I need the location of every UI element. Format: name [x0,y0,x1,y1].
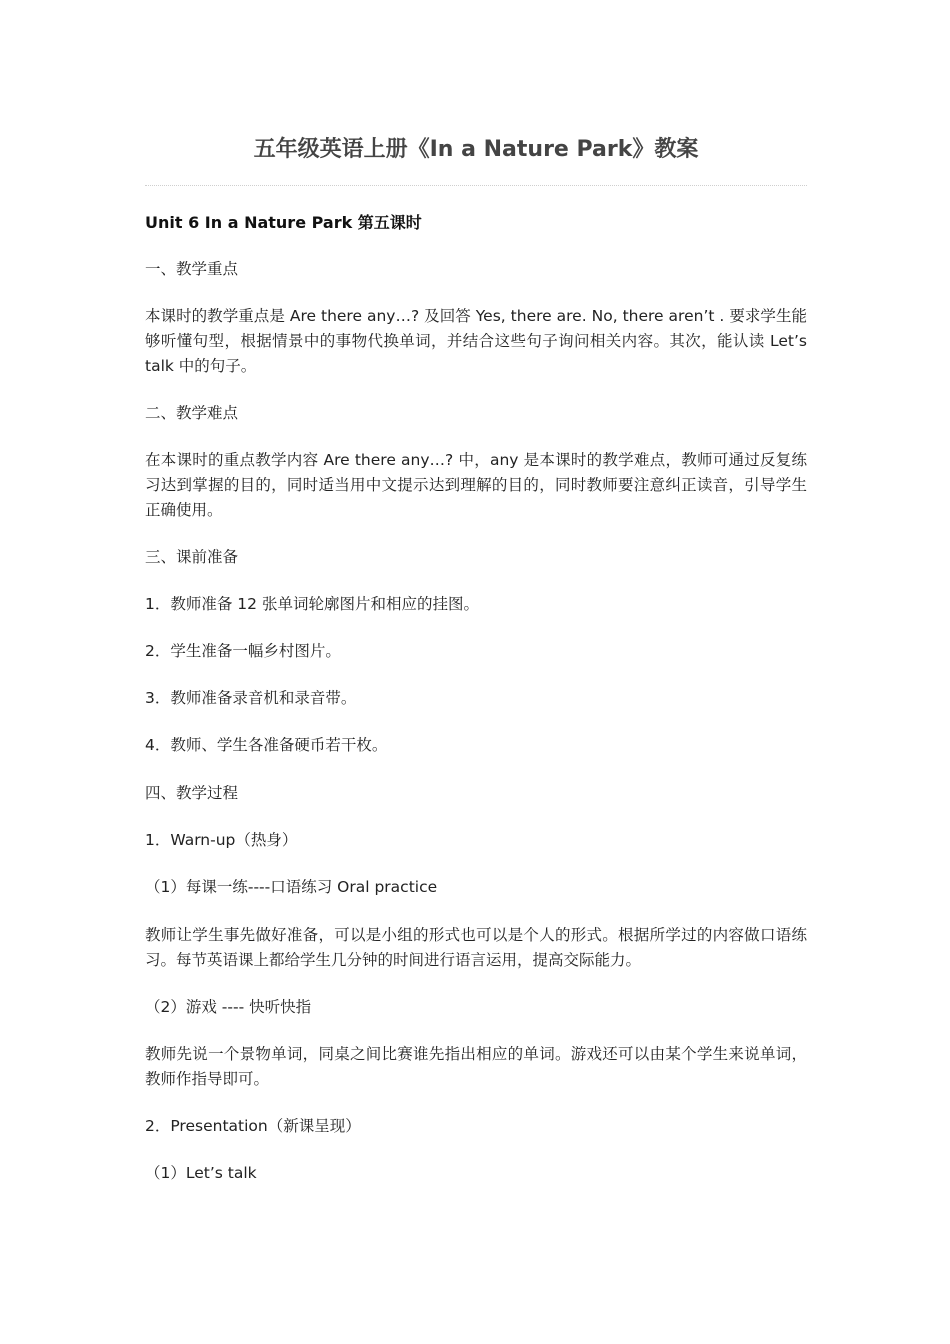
list-item: （1）Let’s talk [145,1164,257,1182]
title-divider [145,185,807,186]
list-item: 1．Warn-up（热身） [145,831,298,849]
list-item: 4．教师、学生各准备硬币若干枚。 [145,736,388,754]
list-item: 1．教师准备 12 张单词轮廓图片和相应的挂图。 [145,595,479,613]
list-item: 3．教师准备录音机和录音带。 [145,689,357,707]
paragraph: 本课时的教学重点是 Are there any…? 及回答 Yes, there are. No, there aren’t . 要求学生能够听懂句型，根据情景中的事物代换单词，并结合这些句子询问相关内容。其次，能认读 Let’s talk 中的句子。 [145,307,807,375]
list-item: （1）每课一练----口语练习 Oral practice [145,878,438,896]
lesson-subtitle: Unit 6 In a Nature Park 第五课时 [145,213,422,232]
list-item: （2）游戏 ---- 快听快指 [145,998,312,1016]
list-item: 2．Presentation（新课呈现） [145,1117,361,1135]
paragraph: 教师先说一个景物单词，同桌之间比赛谁先指出相应的单词。游戏还可以由某个学生来说单词，教师作指导即可。 [145,1045,807,1088]
paragraph: 教师让学生事先做好准备，可以是小组的形式也可以是个人的形式。根据所学过的内容做口语练习。每节英语课上都给学生几分钟的时间进行语言运用，提高交际能力。 [145,926,807,969]
list-item: 2．学生准备一幅乡村图片。 [145,642,341,660]
section-heading: 四、教学过程 [145,784,239,802]
section-heading: 二、教学难点 [145,404,239,422]
section-heading: 一、教学重点 [145,260,239,278]
paragraph: 在本课时的重点教学内容 Are there any…? 中，any 是本课时的教学难点，教师可通过反复练习达到掌握的目的，同时适当用中文提示达到理解的目的，同时教师要注意纠正读音，引导学生正确使用。 [145,451,807,519]
section-heading: 三、课前准备 [145,548,239,566]
document-title: 五年级英语上册《In a Nature Park》教案 [253,137,699,162]
